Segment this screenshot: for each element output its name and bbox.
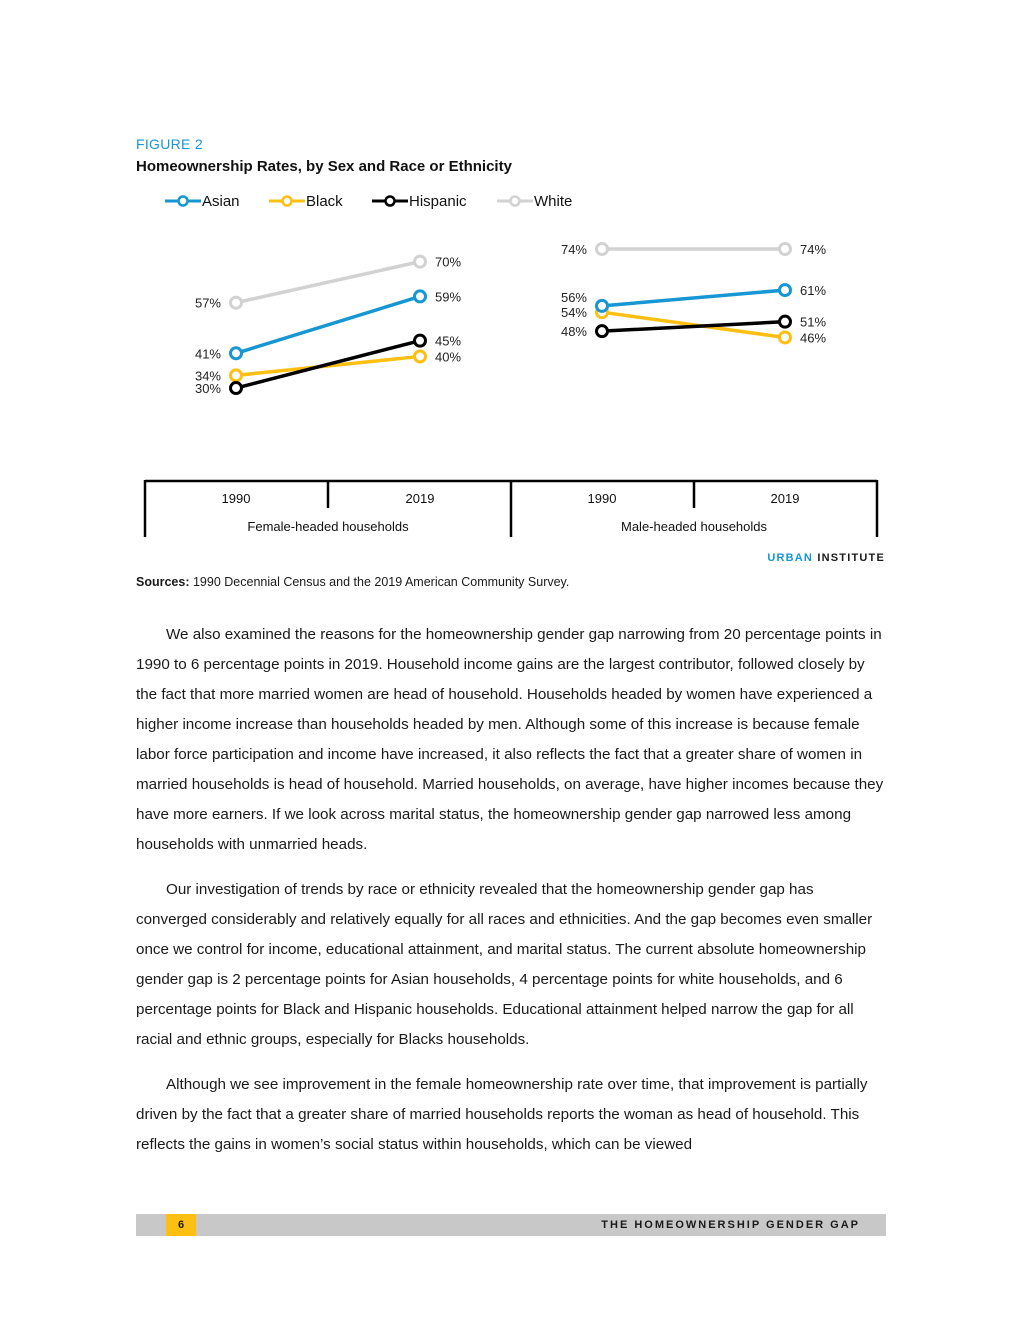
male-point-white bbox=[780, 244, 791, 255]
female-data-label: 70% bbox=[435, 254, 462, 270]
female-point-white bbox=[415, 256, 426, 267]
male-data-label: 61% bbox=[800, 283, 827, 299]
male-point-asian bbox=[780, 285, 791, 296]
female-point-hispanic bbox=[231, 383, 242, 394]
male-point-asian bbox=[597, 300, 608, 311]
body-text bbox=[136, 620, 886, 1175]
female-line-asian bbox=[236, 296, 420, 353]
female-point-black bbox=[415, 351, 426, 362]
homeownership-chart bbox=[0, 180, 1020, 550]
brand-urban: URBAN bbox=[767, 552, 814, 564]
female-point-hispanic bbox=[415, 335, 426, 346]
male-data-label: 51% bbox=[800, 314, 827, 330]
male-point-white bbox=[597, 244, 608, 255]
page-number: 6 bbox=[166, 1214, 196, 1236]
male-data-label: 74% bbox=[800, 242, 827, 257]
sources-label: Sources: bbox=[136, 575, 190, 589]
male-data-label: 48% bbox=[560, 324, 587, 340]
figure-label: FIGURE 2 bbox=[136, 136, 203, 152]
female-line-white bbox=[236, 262, 420, 303]
male-point-black bbox=[780, 332, 791, 343]
legend-label-black: Black bbox=[306, 193, 343, 210]
footer-title: THE HOMEOWNERSHIP GENDER GAP bbox=[601, 1219, 860, 1231]
male-line-asian bbox=[602, 290, 785, 306]
x-tick-label: 2019 bbox=[770, 491, 800, 506]
female-point-asian bbox=[231, 348, 242, 359]
female-point-asian bbox=[415, 291, 426, 302]
male-point-hispanic bbox=[597, 326, 608, 337]
female-point-white bbox=[231, 297, 242, 308]
female-data-label: 57% bbox=[194, 295, 221, 311]
female-point-black bbox=[231, 370, 242, 381]
paragraph: We also examined the reasons for the homeownership gender gap narrowing from 20 percentage points in 1990 to 6 percentage points in 2019. Household income gains are the largest contributor, followed closely by the fact that more married women are head of household. Households headed by women have experienced a higher income increase than households headed by men. Although some of this increase is because female labor force participation and income have increased, it also reflects the fact that a greater share of women in married households is head of household. Married households, on average, have higher incomes because they have more earners. If we look across marital status, the homeownership gender gap narrowed less among households with unmarried heads. bbox=[136, 626, 884, 853]
group-label: Male-headed households bbox=[621, 519, 767, 534]
male-point-hispanic bbox=[780, 316, 791, 327]
legend-label-hispanic: Hispanic bbox=[409, 193, 467, 210]
urban-institute-logo bbox=[767, 552, 885, 564]
female-data-label: 30% bbox=[194, 381, 221, 397]
female-data-label: 40% bbox=[435, 349, 462, 365]
female-data-label: 45% bbox=[435, 333, 462, 349]
paragraph: Our investigation of trends by race or ethnicity revealed that the homeownership gender gap has converged considerably and relatively equally for all races and ethnicities. And the gap becomes even smaller once we control for income, educational attainment, and marital status. The current absolute homeownership gender gap is 2 percentage points for Asian households, 4 percentage points for white households, and 6 percentage points for Black and Hispanic households. Educational attainment helped narrow the gap for all racial and ethnic groups, especially for Blacks households. bbox=[136, 881, 873, 1048]
female-data-label: 34% bbox=[194, 368, 221, 384]
male-data-label: 46% bbox=[800, 330, 827, 346]
figure-title: Homeownership Rates, by Sex and Race or Ethnicity bbox=[136, 158, 512, 175]
legend-marker-white bbox=[511, 197, 520, 206]
female-data-label: 59% bbox=[435, 289, 462, 305]
legend-label-asian: Asian bbox=[202, 193, 240, 210]
x-tick-label: 2019 bbox=[405, 491, 435, 506]
male-data-label: 74% bbox=[560, 242, 587, 257]
legend-marker-hispanic bbox=[386, 197, 395, 206]
page-footer bbox=[136, 1214, 886, 1236]
female-line-hispanic bbox=[236, 341, 420, 388]
x-tick-label: 1990 bbox=[221, 491, 251, 506]
legend-marker-black bbox=[283, 197, 292, 206]
male-data-label: 56% bbox=[560, 289, 587, 305]
group-label: Female-headed households bbox=[247, 519, 409, 534]
female-data-label: 41% bbox=[194, 346, 221, 362]
x-tick-label: 1990 bbox=[587, 491, 617, 506]
legend-label-white: White bbox=[534, 193, 573, 210]
male-data-label: 54% bbox=[560, 305, 587, 321]
paragraph: Although we see improvement in the female homeownership rate over time, that improvement is partially driven by the fact that a greater share of married households reports the woman as head of household. This reflects the gains in women’s social status within households, which can be viewed bbox=[136, 1076, 868, 1153]
brand-institute: INSTITUTE bbox=[817, 552, 885, 564]
legend-marker-asian bbox=[179, 197, 188, 206]
sources-note bbox=[136, 575, 569, 589]
sources-text: 1990 Decennial Census and the 2019 American Community Survey. bbox=[192, 575, 570, 589]
